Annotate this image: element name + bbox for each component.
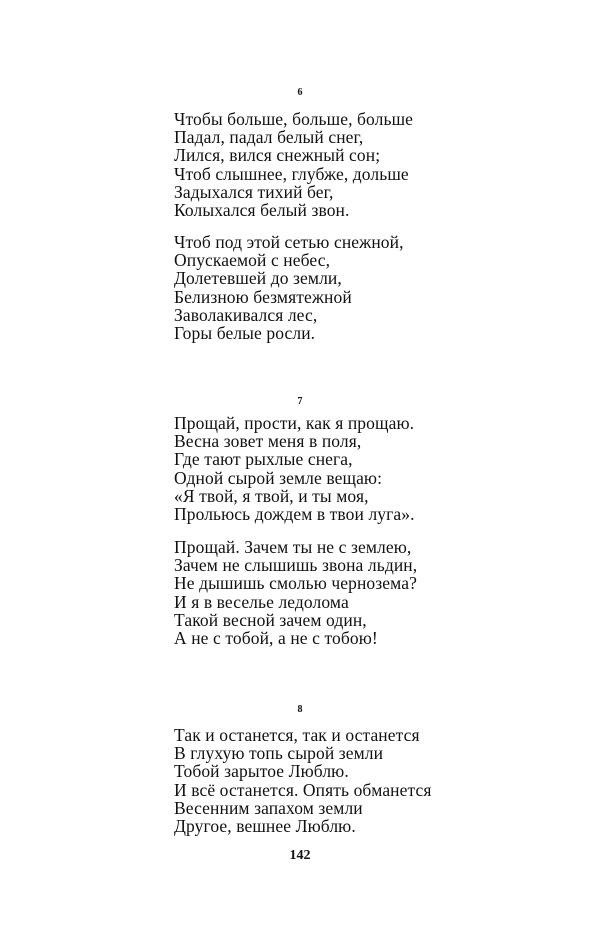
poem-line: Чтоб слышнее, глубже, дольше <box>174 163 409 184</box>
poem-line: Прощай. Зачем ты не с землею, <box>174 537 412 557</box>
poem-line: Лился, вился снежный сон; <box>174 145 381 166</box>
poem-line: Опускаемой с небес, <box>174 250 331 271</box>
poem-line: Заволакивался лес, <box>174 304 318 325</box>
poem-line: Чтоб под этой сетью снежной, <box>174 232 404 252</box>
poem-line: И я в веселье ледолома <box>174 591 349 612</box>
stanza-6-1 <box>174 110 413 219</box>
poem-line: Падал, падал белый снег, <box>174 127 364 148</box>
stanza-6-2 <box>174 233 404 342</box>
poem-line: А не с тобой, а не с тобою! <box>174 628 378 649</box>
stanza-8-1 <box>174 726 432 835</box>
section-number-7: 7 <box>297 396 303 407</box>
page-number: 142 <box>289 848 311 863</box>
poem-line: Прольюсь дождем в твои луга». <box>174 504 415 525</box>
poem-line: В глухую топь сырой земли <box>174 743 384 764</box>
poem-line: Другое, вешнее Люблю. <box>174 816 356 837</box>
poem-line: Весенним запахом земли <box>174 797 363 818</box>
poem-line: Чтобы больше, больше, больше <box>174 109 414 129</box>
poem-line: Где тают рыхлые снега, <box>174 449 353 470</box>
poem-line: Колыхался белый звон. <box>174 200 350 221</box>
poem-line: Долетевшей до земли, <box>174 268 342 289</box>
poem-line: Горы белые росли. <box>174 323 316 344</box>
poem-line: Весна зовет меня в поля, <box>174 431 362 452</box>
poem-line: Такой весной зачем один, <box>174 609 367 630</box>
poem-line: Белизною безмятежной <box>174 286 352 307</box>
poem-line: Задыхался тихий бег, <box>174 181 334 202</box>
poem-line: Так и останется, так и останется <box>174 725 420 745</box>
stanza-7-2 <box>174 538 417 647</box>
poem-line: Не дышишь смолью чернозема? <box>174 573 417 594</box>
poem-line: Прощай, прости, как я прощаю. <box>174 413 415 433</box>
poem-line: И всё останется. Опять обманется <box>174 779 432 800</box>
section-number-8: 8 <box>297 704 303 715</box>
poem-line: Тобой зарытое Люблю. <box>174 761 349 782</box>
poem-line: «Я твой, я твой, и ты моя, <box>174 485 369 506</box>
poem-line: Зачем не слышишь звона льдин, <box>174 555 418 576</box>
section-number-6: 6 <box>297 87 303 98</box>
stanza-7-1 <box>174 414 415 523</box>
poem-line: Одной сырой земле вещаю: <box>174 467 383 488</box>
